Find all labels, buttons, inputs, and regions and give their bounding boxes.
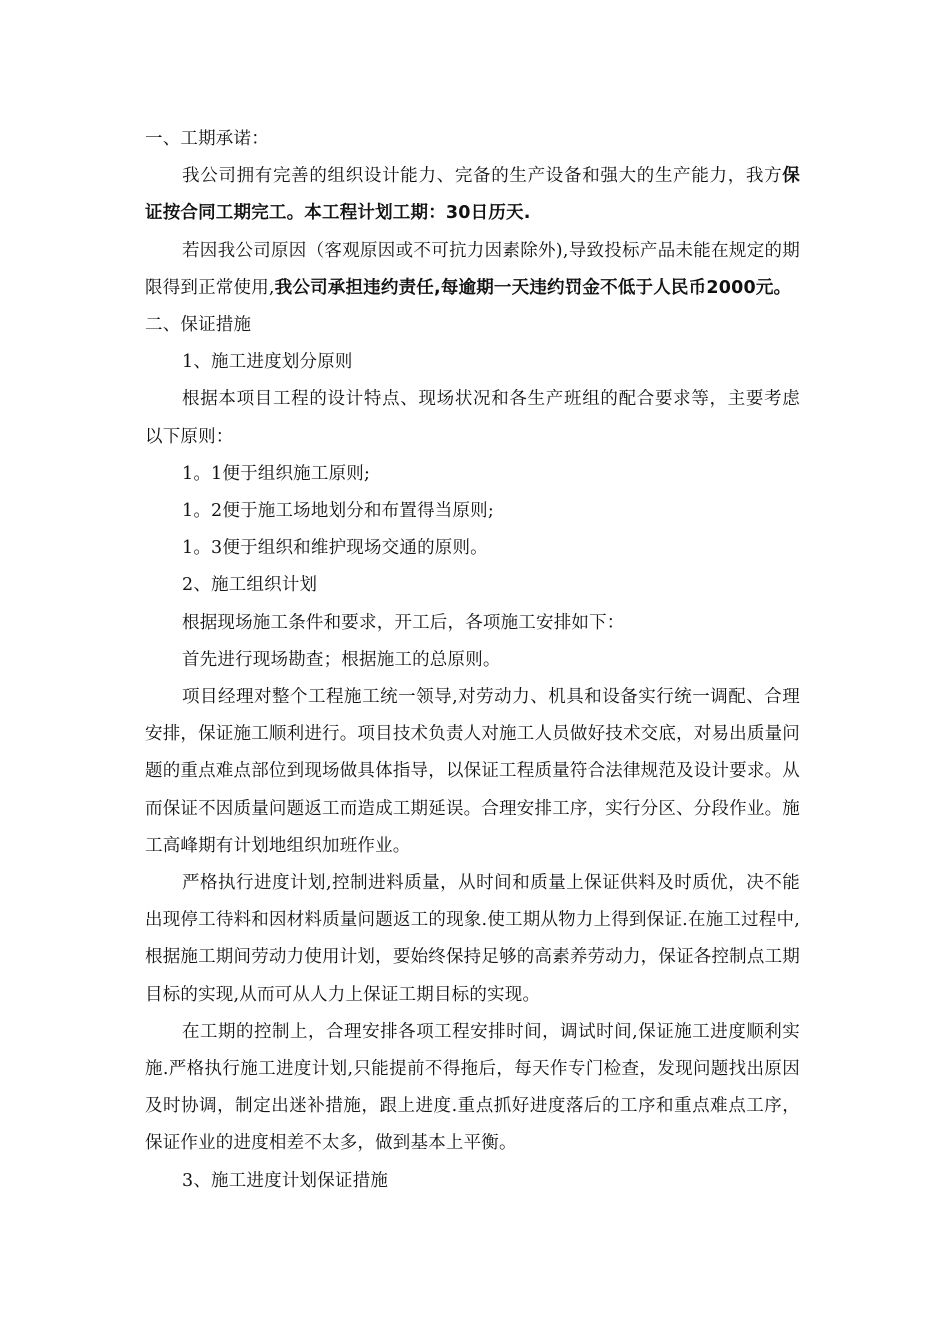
principle-item-1: 1。1便于组织施工原则; bbox=[182, 463, 371, 484]
subsection1-heading: 1、施工进度划分原则 bbox=[182, 352, 353, 373]
management-paragraph: 项目经理对整个工程施工统一领导,对劳动力、机具和设备实行统一调配、合理安排，保证施工顺利进行。项目技术负责人对施工人员做好技术交底，对易出质量问题的重点难点部位到现场做具体指导，以保证工程质量符合法律规范及设计要求。从而保证不因质量问题返工而造成工期延误。合理安排工序，实行分区、分段作业。施工高峰期有计划地组织加班作业。 bbox=[145, 687, 800, 856]
commitment-paragraph bbox=[145, 158, 800, 232]
principle-item-2: 1。2便于施工场地划分和布置得当原则; bbox=[182, 501, 494, 522]
document-body bbox=[145, 121, 800, 1200]
schedule-control-paragraph: 在工期的控制上，合理安排各项工程安排时间，调试时间,保证施工进度顺利实施.严格执行施工进度计划,只能提前不得拖后，每天作专门检查，发现问题找出原因及时协调，制定出迷补措施，跟上进度.重点抓好进度落后的工序和重点难点工序，保证作业的进度相差不太多，做到基本上平衡。 bbox=[145, 1021, 800, 1154]
commitment-bold-text: 保证按合同工期完工。本工程计划工期：30日历天. bbox=[145, 166, 800, 224]
principle-item-3: 1。3便于组织和维护现场交通的原则。 bbox=[182, 538, 488, 559]
commitment-text: 我公司拥有完善的组织设计能力、完备的生产设备和强大的生产能力，我方 bbox=[182, 166, 783, 187]
progress-plan-paragraph: 严格执行进度计划,控制进料质量，从时间和质量上保证供料及时质优，决不能出现停工待料和因材料质量问题返工的现象.使工期从物力上得到保证.在施工过程中,根据施工期间劳动力使用计划，要始终保持足够的高素养劳动力，保证各控制点工期目标的实现,从而可从人力上保证工期目标的实现。 bbox=[145, 873, 800, 1005]
penalty-paragraph bbox=[145, 233, 800, 307]
subsection3-heading: 3、施工进度计划保证措施 bbox=[182, 1170, 389, 1191]
penalty-bold-text: 我公司承担违约责任,每逾期一天违约罚金不低于人民币2000元。 bbox=[274, 277, 792, 298]
principles-paragraph: 根据本项目工程的设计特点、现场状况和各生产班组的配合要求等，主要考虑以下原则： bbox=[145, 389, 800, 447]
subsection2-heading: 2、施工组织计划 bbox=[182, 575, 318, 596]
arrangement-paragraph: 根据现场施工条件和要求，开工后，各项施工安排如下： bbox=[182, 612, 625, 633]
survey-paragraph: 首先进行现场勘查；根据施工的总原则。 bbox=[182, 649, 501, 670]
penalty-text: 若因我公司原因（客观原因或不可抗力因素除外),导致投标产品未能在规定的期限得到正常使用, bbox=[145, 240, 800, 298]
section2-heading: 二、保证措施 bbox=[145, 315, 252, 336]
section1-heading: 一、工期承诺： bbox=[145, 129, 269, 149]
